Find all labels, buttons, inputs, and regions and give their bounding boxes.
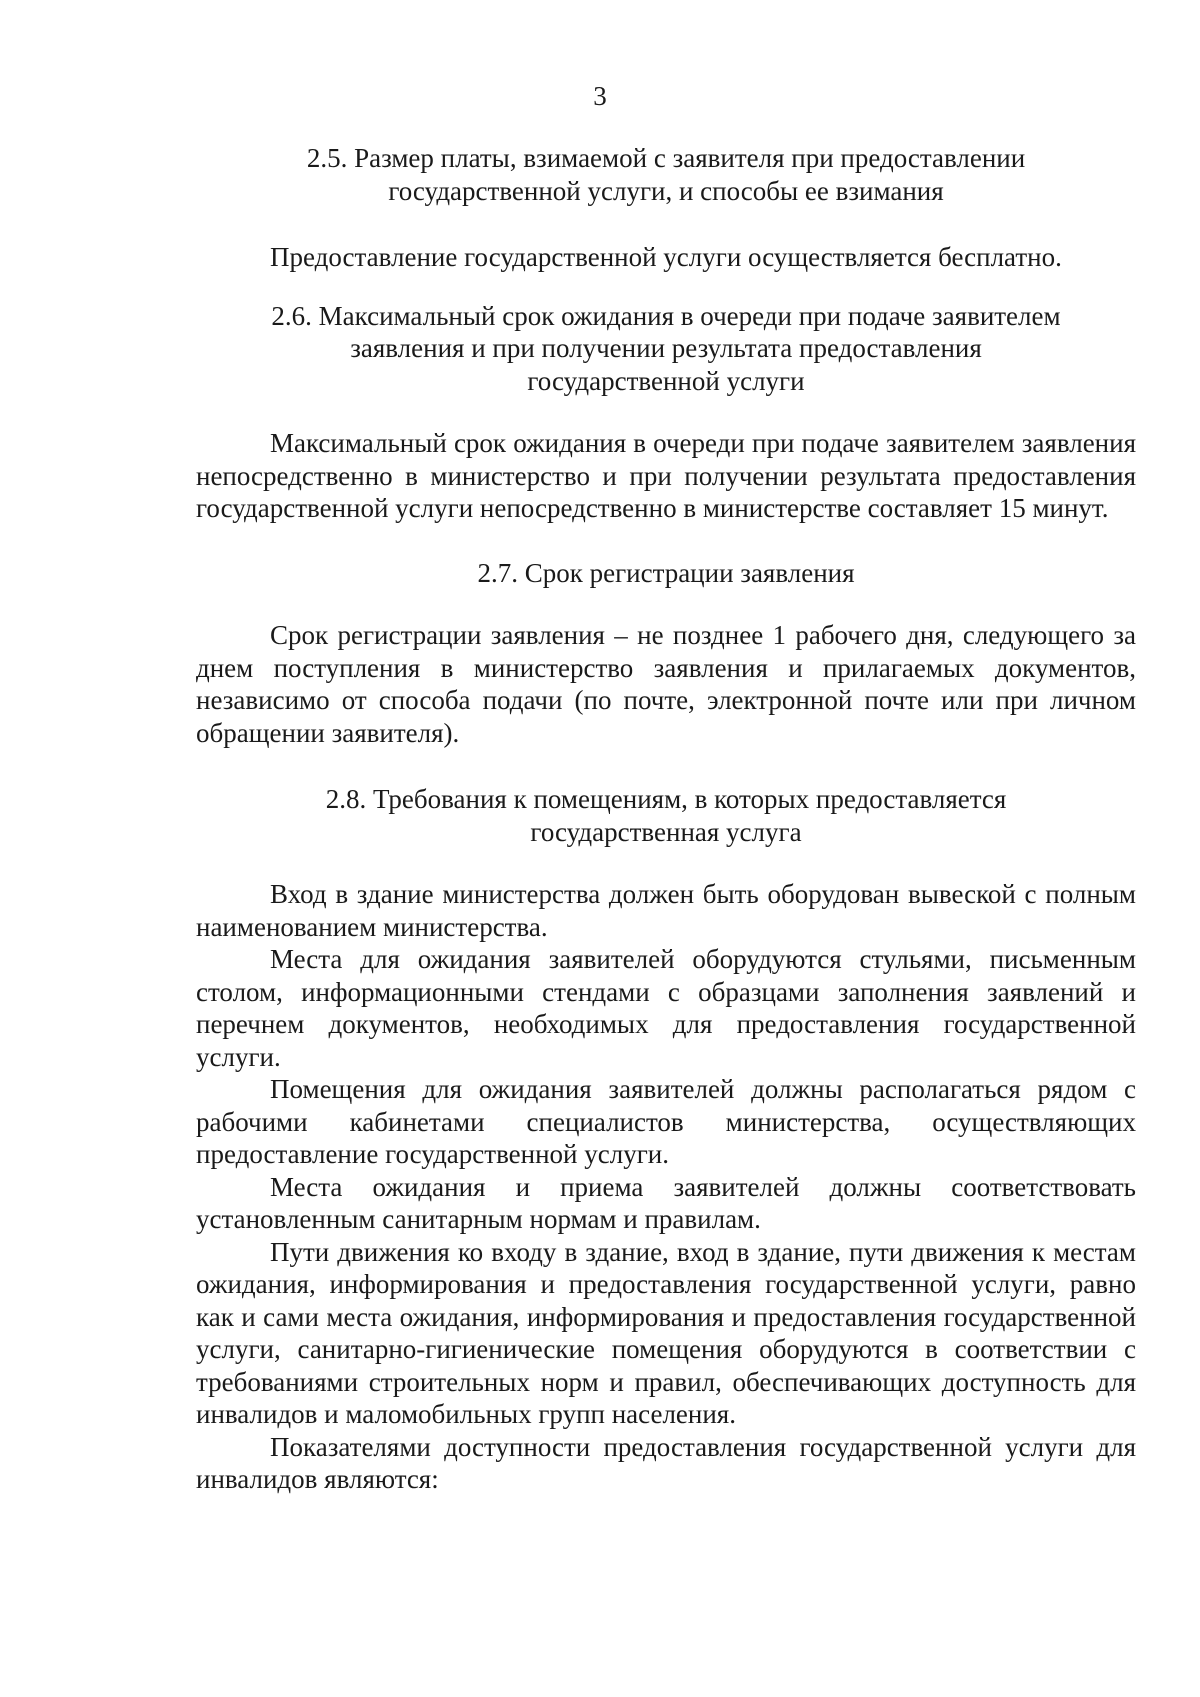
heading-line: 2.5. Размер платы, взимаемой с заявителя при предоставлении (306, 143, 1026, 173)
heading-line: заявления и при получении результата предоставления (350, 333, 982, 363)
section-2-5-heading (196, 142, 1136, 207)
heading-line: государственной услуги, и способы ее взимания (388, 175, 944, 206)
section-2-8-heading (196, 783, 1136, 848)
section-2-8-paragraph: Помещения для ожидания заявителей должны располагаться рядом с рабочими кабинетами специалистов министерства, осуществляющих предоставление государственной услуги. (196, 1074, 1136, 1169)
section-2-8-paragraph: Места ожидания и приема заявителей должны соответствовать установленным санитарным нормам и правилам. (196, 1171, 1136, 1234)
section-2-8-paragraph: Вход в здание министерства должен быть оборудован вывеской с полным наименованием министерства. (196, 879, 1136, 942)
section-2-8-paragraph: Места для ожидания заявителей оборудуются стульями, письменным столом, информационными стендами с образцами заполнения заявлений и перечнем документов, необходимых для предоставления государственной услуги. (196, 944, 1136, 1072)
section-2-5-text: Предоставление государственной услуги осуществляется бесплатно. (270, 242, 1062, 272)
heading-line: 2.7. Срок регистрации заявления (477, 557, 855, 588)
section-2-8-paragraph: Показателями доступности предоставления государственной услуги для инвалидов являются: (196, 1431, 1136, 1494)
heading-line: 2.6. Максимальный срок ожидания в очереди при подаче заявителем (271, 300, 1061, 331)
section-2-6-heading (196, 300, 1136, 398)
heading-line: государственной услуги (527, 365, 805, 396)
section-2-6-text: Максимальный срок ожидания в очереди при подаче заявителем заявления непосредственно в министерство и при получении результата предоставления государственной услуги непосредственно в министерстве составляет 15 минут. (196, 428, 1136, 523)
page-number: 3 (593, 81, 607, 111)
section-2-8-paragraph: Пути движения ко входу в здание, вход в здание, пути движения к местам ожидания, информирования и предоставления государственной услуги, равно как и сами места ожидания, информирования и предоставления государственной услуги, санитарно-гигиенические помещения оборудуются в соответствии с требованиями строительных норм и правил, обеспечивающих доступность для инвалидов и маломобильных групп населения. (196, 1236, 1136, 1429)
document-body (196, 142, 1136, 1496)
section-2-7-heading (196, 557, 1136, 590)
heading-line: государственная услуга (530, 816, 802, 847)
section-2-7-text: Срок регистрации заявления – не позднее 1 рабочего дня, следующего за днем поступления в министерство заявления и прилагаемых документов, независимо от способа подачи (по почте, электронной почте или при личном обращении заявителя). (196, 620, 1136, 748)
heading-line: 2.8. Требования к помещениям, в которых предоставляется (325, 784, 1007, 814)
